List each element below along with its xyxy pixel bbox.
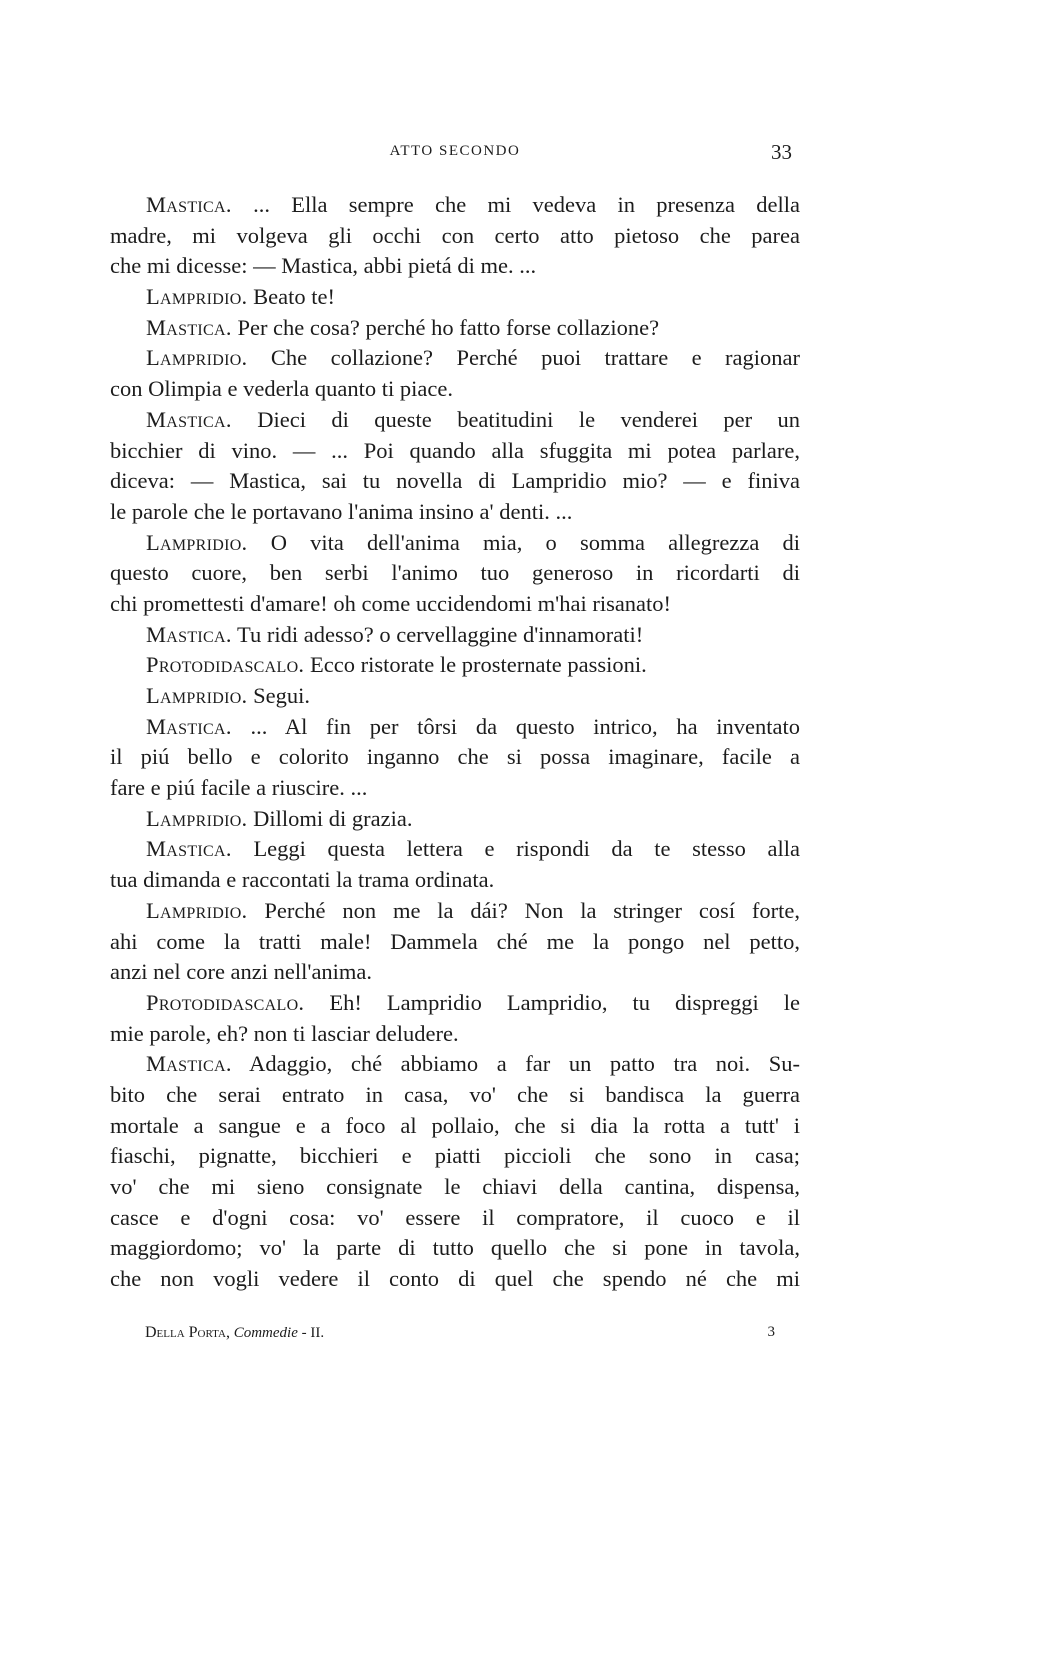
dialogue-paragraph xyxy=(110,405,800,528)
text-line xyxy=(110,405,800,436)
page-body xyxy=(110,190,800,1295)
speaker-name: Lampridio. xyxy=(146,897,248,923)
text-line xyxy=(110,528,800,559)
line-text: maggiordomo; vo' la parte di tutto quello che si pone in tavola, xyxy=(110,1235,800,1261)
text-line xyxy=(110,650,800,681)
speaker-name: Lampridio. xyxy=(146,284,248,310)
dialogue-paragraph xyxy=(110,712,800,804)
dialogue-paragraph xyxy=(110,804,800,835)
line-text: che non vogli vedere il conto di quel che spendo né che mi xyxy=(110,1266,800,1292)
text-line xyxy=(110,313,800,344)
text-line xyxy=(110,896,800,927)
dialogue-paragraph xyxy=(110,528,800,620)
line-text: Eh! Lampridio Lampridio, tu dispreggi le xyxy=(329,989,800,1015)
speaker-name: Mastica. xyxy=(146,1051,232,1077)
page-number: 33 xyxy=(771,140,792,164)
speaker-name: Lampridio. xyxy=(146,683,248,708)
line-text: fare e piú facile a riuscire. ... xyxy=(110,775,368,801)
dialogue-paragraph xyxy=(110,896,800,988)
line-text: Ecco ristorate le prosternate passioni. xyxy=(309,652,647,678)
text-line xyxy=(110,436,800,467)
text-line xyxy=(110,343,800,374)
running-title: ATTO SECONDO xyxy=(389,143,521,159)
line-text: ... Ella sempre che mi vedeva in presenza della xyxy=(253,192,800,217)
line-text: mie parole, eh? non ti lasciar deludere. xyxy=(110,1020,459,1046)
text-line xyxy=(110,1111,800,1142)
speaker-name: Mastica. xyxy=(146,314,232,340)
speaker-name: Protodidascalo. xyxy=(146,989,305,1015)
speaker-name: Mastica. xyxy=(146,621,232,647)
text-line xyxy=(110,1049,800,1080)
line-text: vo' che mi sieno consignate le chiavi della cantina, dispensa, xyxy=(110,1174,800,1199)
speaker-name: Lampridio. xyxy=(146,529,248,555)
line-text: diceva: — Mastica, sai tu novella di Lampridio mio? — e finiva xyxy=(110,468,800,494)
text-line xyxy=(110,1264,800,1295)
text-line xyxy=(110,1203,800,1234)
text-line xyxy=(110,620,800,651)
page-footer xyxy=(145,1324,785,1342)
line-text: chi promettesti d'amare! oh come uccidendomi m'hai risanato! xyxy=(110,590,672,616)
text-line xyxy=(110,773,800,804)
text-line xyxy=(110,1141,800,1172)
text-line xyxy=(110,681,800,712)
text-line xyxy=(110,927,800,958)
footer-work: Commedie xyxy=(233,1325,298,1341)
line-text: Dillomi di grazia. xyxy=(253,805,413,831)
text-line xyxy=(110,251,800,282)
speaker-name: Mastica. xyxy=(146,713,232,739)
text-line xyxy=(110,589,800,620)
line-text: Dieci di queste beatitudini le venderei per un xyxy=(257,406,801,432)
text-line xyxy=(110,221,800,252)
line-text: Adaggio, ché abbiamo a far un patto tra noi. Su- xyxy=(249,1051,800,1077)
line-text: Segui. xyxy=(253,683,311,708)
dialogue-paragraph xyxy=(110,1049,800,1295)
text-line xyxy=(110,282,800,313)
line-text: il piú bello e colorito inganno che si possa imaginare, facile a xyxy=(110,744,800,770)
speaker-name: Mastica. xyxy=(146,406,232,432)
speaker-name: Mastica. xyxy=(146,192,232,217)
dialogue-paragraph xyxy=(110,282,800,313)
footer-volume: - II. xyxy=(301,1325,325,1341)
dialogue-paragraph xyxy=(110,343,800,404)
speaker-name: Mastica. xyxy=(146,836,232,862)
speaker-name: Lampridio. xyxy=(146,805,248,831)
dialogue-paragraph xyxy=(110,650,800,681)
line-text: Perché non me la dái? Non la stringer cosí forte, xyxy=(264,897,800,923)
line-text: Per che cosa? perché ho fatto forse collazione? xyxy=(237,314,660,340)
dialogue-paragraph xyxy=(110,681,800,712)
text-line xyxy=(110,558,800,589)
text-line xyxy=(110,1233,800,1264)
line-text: fiaschi, pignatte, bicchieri e piatti piccioli che sono in casa; xyxy=(110,1143,800,1169)
text-line xyxy=(110,1172,800,1203)
line-text: le parole che le portavano l'anima insino a' denti. ... xyxy=(110,498,573,524)
dialogue-paragraph xyxy=(110,834,800,895)
line-text: che mi dicesse: — Mastica, abbi pietá di me. ... xyxy=(110,253,537,279)
line-text: mortale a sangue e a foco al pollaio, che si dia la rotta a tutt' i xyxy=(110,1112,800,1138)
text-line xyxy=(110,865,800,896)
footer-author: Della Porta, xyxy=(145,1324,230,1341)
text-line xyxy=(110,497,800,528)
line-text: madre, mi volgeva gli occhi con certo atto pietoso che parea xyxy=(110,222,800,248)
text-line xyxy=(110,712,800,743)
dialogue-paragraph xyxy=(110,988,800,1049)
text-line xyxy=(110,804,800,835)
line-text: questo cuore, ben serbi l'animo tuo generoso in ricordarti di xyxy=(110,560,800,586)
line-text: Che collazione? Perché puoi trattare e ragionar xyxy=(270,345,800,371)
line-text: Leggi questa lettera e rispondi da te stesso alla xyxy=(253,836,800,862)
line-text: Beato te! xyxy=(253,284,335,310)
line-text: bicchier di vino. — ... Poi quando alla sfuggita mi potea parlare, xyxy=(110,437,800,463)
line-text: ... Al fin per tôrsi da questo intrico, ha inventato xyxy=(250,713,800,739)
line-text: con Olimpia e vederla quanto ti piace. xyxy=(110,376,453,402)
text-line xyxy=(110,957,800,988)
dialogue-paragraph xyxy=(110,620,800,651)
text-line xyxy=(110,466,800,497)
signature-mark: 3 xyxy=(767,1324,775,1340)
line-text: ahi come la tratti male! Dammela ché me la pongo nel petto, xyxy=(110,928,800,954)
line-text: tua dimanda e raccontati la trama ordinata. xyxy=(110,867,495,893)
text-line xyxy=(110,834,800,865)
text-line xyxy=(110,1080,800,1111)
dialogue-paragraph xyxy=(110,313,800,344)
page-header xyxy=(110,140,800,166)
speaker-name: Lampridio. xyxy=(146,345,248,371)
dialogue-paragraph xyxy=(110,190,800,282)
text-line xyxy=(110,988,800,1019)
text-line xyxy=(110,190,800,221)
speaker-name: Protodidascalo. xyxy=(146,652,305,678)
line-text: O vita dell'anima mia, o somma allegrezza di xyxy=(270,529,801,555)
line-text: anzi nel core anzi nell'anima. xyxy=(110,959,373,985)
line-text: Tu ridi adesso? o cervellaggine d'innamorati! xyxy=(237,621,644,647)
text-line xyxy=(110,742,800,773)
text-line xyxy=(110,374,800,405)
line-text: casce e d'ogni cosa: vo' essere il compratore, il cuoco e il xyxy=(110,1204,800,1230)
text-line xyxy=(110,1019,800,1050)
line-text: bito che serai entrato in casa, vo' che si bandisca la guerra xyxy=(110,1081,800,1107)
